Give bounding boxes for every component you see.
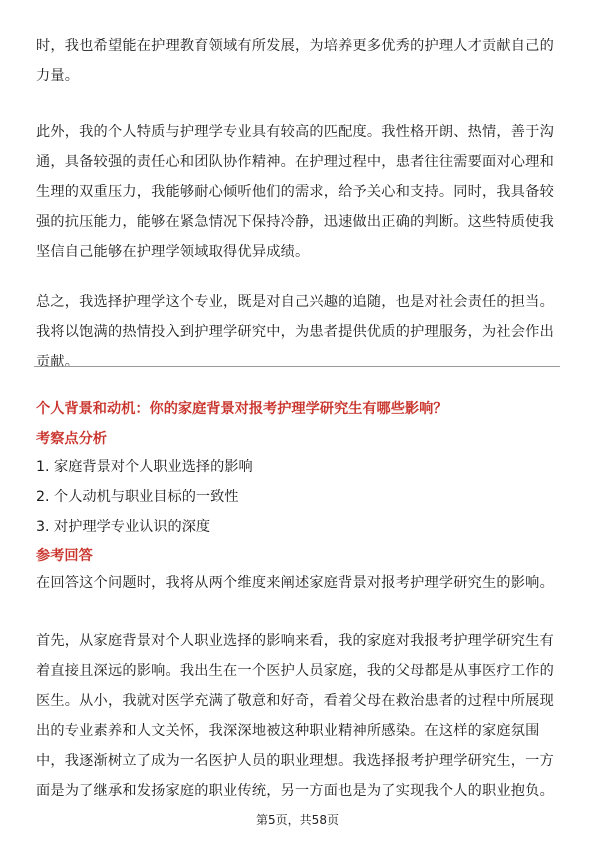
answer-family-paragraph: 首先，从家庭背景对个人职业选择的影响来看，我的家庭对我报考护理学研究生有着直接且深远的影响。我出生在一个医护人员家庭，我的父母都是从事医疗工作的医生。从小，我就对医学充满了敬意和好奇，看着父母在救治患者的过程中所展现出的专业素养和人文关怀，我深深地被这种职业精神所感染。在这样的家庭氛围中，我逐渐树立了成为一名医护人员的职业理想。我选择报考护理学研究生，一方面是为了继承和发扬家庭的职业传统，另一方面也是为了实现我个人的职业抱负。 bbox=[36, 633, 554, 799]
analysis-item: 2. 个人动机与职业目标的一致性 bbox=[36, 489, 239, 505]
analysis-item: 1. 家庭背景对个人职业选择的影响 bbox=[36, 459, 253, 475]
paragraph-continuation: 时，我也希望能在护理教育领域有所发展，为培养更多优秀的护理人才贡献自己的力量。 bbox=[36, 38, 554, 84]
interview-question: 个人背景和动机：你的家庭背景对报考护理学研究生有哪些影响？ bbox=[36, 401, 448, 417]
paragraph-personal-traits: 此外，我的个人特质与护理学专业具有较高的匹配度。我性格开朗、热情，善于沟通，具备较强的责任心和团队协作精神。在护理过程中，患者往往需要面对心理和生理的双重压力，我能够耐心倾听他们的需求，给予关心和支持。同时，我具备较强的抗压能力，能够在紧急情况下保持冷静，迅速做出正确的判断。这些特质使我坚信自己能够在护理学领域取得优异成绩。 bbox=[36, 124, 554, 260]
paragraph-conclusion: 总之，我选择护理学这个专业，既是对自己兴趣的追随，也是对社会责任的担当。我将以饱满的热情投入到护理学研究中，为患者提供优质的护理服务，为社会作出贡献。 bbox=[36, 294, 554, 370]
analysis-heading: 考察点分析 bbox=[36, 431, 107, 447]
answer-heading: 参考回答 bbox=[36, 548, 93, 564]
answer-intro-paragraph: 在回答这个问题时，我将从两个维度来阐述家庭背景对报考护理学研究生的影响。 bbox=[36, 575, 554, 591]
section-divider bbox=[34, 366, 560, 367]
page-number: 第5页，共58页 bbox=[256, 813, 339, 827]
analysis-item: 3. 对护理学专业认识的深度 bbox=[36, 519, 211, 535]
analysis-list bbox=[36, 452, 253, 542]
